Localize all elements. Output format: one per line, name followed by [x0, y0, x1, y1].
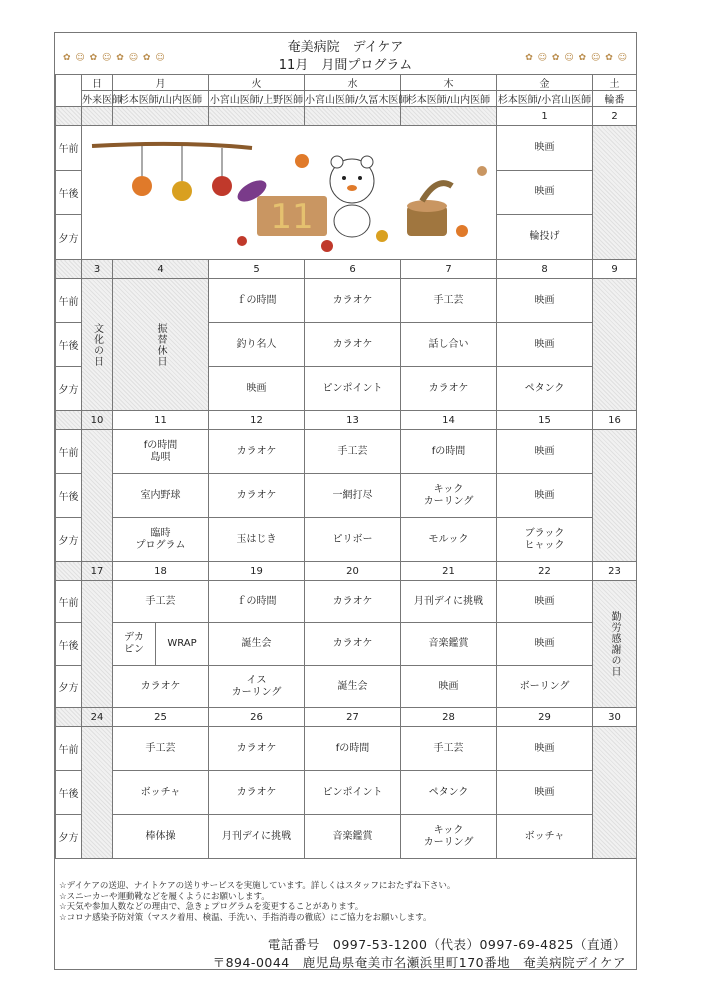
week2-date-row — [56, 260, 637, 279]
program-cell: イス カーリング — [209, 666, 305, 708]
date-cell: 5 — [209, 260, 305, 279]
program-cell: 映画 — [497, 581, 593, 623]
week4-morning-row — [56, 581, 637, 623]
blank-cell — [56, 260, 82, 279]
day-wed: 水 — [305, 75, 401, 91]
calendar-table — [55, 74, 637, 859]
slot-morning: 午前 — [56, 279, 82, 323]
week3-date-row — [56, 411, 637, 430]
program-cell: 映画 — [497, 727, 593, 771]
autumn-bear-illustration — [82, 126, 562, 256]
week1-morning-row — [56, 126, 637, 171]
date-cell: 14 — [401, 411, 497, 430]
corner-cell — [56, 75, 82, 107]
week5-date-row — [56, 708, 637, 727]
program-cell: 映画 — [497, 126, 593, 171]
week3-afternoon-row — [56, 474, 637, 518]
program-cell: ボッチャ — [113, 771, 209, 815]
date-cell: 11 — [113, 411, 209, 430]
autumn-illustration — [82, 126, 497, 260]
program-cell: 映画 — [497, 170, 593, 215]
date-cell: 15 — [497, 411, 593, 430]
date-cell: 22 — [497, 562, 593, 581]
program-cell: ピンポイント — [305, 771, 401, 815]
date-cell — [305, 107, 401, 126]
saturday-cell — [593, 279, 637, 411]
illustration-number: 11 — [270, 197, 314, 237]
program-item: デカ ピン — [113, 623, 156, 665]
slot-afternoon: 午後 — [56, 623, 82, 666]
day-tue: 火 — [209, 75, 305, 91]
date-cell: 29 — [497, 708, 593, 727]
phone-number: 電話番号 0997-53-1200（代表）0997-69-4825（直通） — [267, 937, 626, 952]
slot-evening: 夕方 — [56, 367, 82, 411]
day-mon: 月 — [113, 75, 209, 91]
program-cell: 臨時 プログラム — [113, 518, 209, 562]
sunday-cell — [82, 727, 113, 859]
date-cell — [82, 107, 113, 126]
date-cell: 9 — [593, 260, 637, 279]
program-cell: カラオケ — [305, 323, 401, 367]
program-cell: カラオケ — [113, 666, 209, 708]
note-line: ☆天気や参加人数などの理由で、急きょプログラムを変更することがあります。 — [59, 902, 364, 912]
saturday-cell — [593, 727, 637, 859]
day-fri: 金 — [497, 75, 593, 91]
day-sat: 土 — [593, 75, 637, 91]
doctor-mon: 杉本医師/山内医師 — [113, 91, 209, 107]
saturday-cell — [593, 430, 637, 562]
date-cell: 4 — [113, 260, 209, 279]
program-cell: 棒体操 — [113, 815, 209, 859]
program-cell: 映画 — [497, 279, 593, 323]
slot-evening: 夕方 — [56, 666, 82, 708]
slot-morning: 午前 — [56, 126, 82, 171]
date-cell: 13 — [305, 411, 401, 430]
program-cell: 映画 — [497, 430, 593, 474]
program-cell: 誕生会 — [209, 623, 305, 666]
day-name-row — [56, 75, 637, 91]
program-cell: 映画 — [209, 367, 305, 411]
program-cell: 映画 — [401, 666, 497, 708]
week1-date-row — [56, 107, 637, 126]
note-line: ☆デイケアの送迎、ナイトケアの送りサービスを実施しています。詳しくはスタッフにおたずね下さい。 — [59, 881, 456, 891]
date-cell: 12 — [209, 411, 305, 430]
date-cell: 25 — [113, 708, 209, 727]
date-cell: 30 — [593, 708, 637, 727]
slot-evening: 夕方 — [56, 815, 82, 859]
program-cell: 輪投げ — [497, 215, 593, 260]
program-cell: 誕生会 — [305, 666, 401, 708]
program-cell: 釣り名人 — [209, 323, 305, 367]
slot-evening: 夕方 — [56, 518, 82, 562]
program-cell: ペタンク — [497, 367, 593, 411]
week5-afternoon-row — [56, 771, 637, 815]
page-subtitle: 11月 月間プログラム — [278, 58, 413, 73]
program-cell: 手工芸 — [113, 581, 209, 623]
program-cell: 手工芸 — [305, 430, 401, 474]
date-cell — [401, 107, 497, 126]
program-cell: カラオケ — [209, 771, 305, 815]
date-cell: 17 — [82, 562, 113, 581]
date-cell: 10 — [82, 411, 113, 430]
week4-afternoon-row — [56, 623, 637, 666]
doctor-tue: 小宮山医師/上野医師 — [209, 91, 305, 107]
week4-evening-row — [56, 666, 637, 708]
date-cell: 26 — [209, 708, 305, 727]
date-cell: 1 — [497, 107, 593, 126]
date-cell — [209, 107, 305, 126]
date-cell: 23 — [593, 562, 637, 581]
slot-afternoon: 午後 — [56, 170, 82, 215]
program-cell: 玉はじき — [209, 518, 305, 562]
day-thu: 木 — [401, 75, 497, 91]
program-cell: ボーリング — [497, 666, 593, 708]
program-item: WRAP — [167, 638, 197, 649]
program-cell: カラオケ — [401, 367, 497, 411]
date-cell: 20 — [305, 562, 401, 581]
slot-afternoon: 午後 — [56, 474, 82, 518]
program-sheet — [54, 32, 637, 970]
week3-evening-row — [56, 518, 637, 562]
date-cell: 21 — [401, 562, 497, 581]
program-cell: ピリボー — [305, 518, 401, 562]
program-cell: モルック — [401, 518, 497, 562]
date-cell: 27 — [305, 708, 401, 727]
slot-morning: 午前 — [56, 581, 82, 623]
week5-evening-row — [56, 815, 637, 859]
note-line: ☆コロナ感染予防対策（マスク着用、検温、手洗い、手指消毒の徹底）にご協力をお願いします。 — [59, 912, 432, 923]
date-cell: 28 — [401, 708, 497, 727]
kids-decoration-right: ✿ ☺ ✿ ☺ ✿ ☺ ✿ ☺ — [525, 53, 628, 63]
slot-afternoon: 午後 — [56, 323, 82, 367]
date-cell: 19 — [209, 562, 305, 581]
week4-date-row — [56, 562, 637, 581]
program-cell: 手工芸 — [401, 727, 497, 771]
program-cell: 映画 — [497, 474, 593, 518]
program-cell: 話し合い — [401, 323, 497, 367]
program-cell: 手工芸 — [401, 279, 497, 323]
date-cell: 3 — [82, 260, 113, 279]
blank-cell — [56, 107, 82, 126]
blank-cell — [56, 562, 82, 581]
program-cell: カラオケ — [305, 279, 401, 323]
program-cell: カラオケ — [209, 474, 305, 518]
slot-afternoon: 午後 — [56, 771, 82, 815]
date-cell: 8 — [497, 260, 593, 279]
slot-evening: 夕方 — [56, 215, 82, 260]
program-cell: ペタンク — [401, 771, 497, 815]
doctor-thu: 杉本医師/山内医師 — [401, 91, 497, 107]
program-cell: カラオケ — [305, 581, 401, 623]
program-cell: 手工芸 — [113, 727, 209, 771]
program-cell: 月刊デイに挑戦 — [209, 815, 305, 859]
program-cell: カラオケ — [209, 727, 305, 771]
header — [55, 33, 636, 73]
date-cell: 16 — [593, 411, 637, 430]
program-cell: fの時間 島唄 — [113, 430, 209, 474]
holiday-cell — [82, 279, 113, 411]
page-title: 奄美病院 デイケア — [287, 40, 404, 55]
program-cell: キック カーリング — [401, 815, 497, 859]
program-cell: カラオケ — [305, 623, 401, 666]
program-cell: fの時間 — [305, 727, 401, 771]
doctor-sun: 外来医師 — [82, 91, 113, 107]
program-cell: 映画 — [497, 623, 593, 666]
date-cell: 2 — [593, 107, 637, 126]
program-cell: カラオケ — [209, 430, 305, 474]
program-cell: キック カーリング — [401, 474, 497, 518]
program-cell: fの時間 — [401, 430, 497, 474]
blank-cell — [56, 708, 82, 727]
holiday-cell — [593, 581, 637, 708]
kids-decoration-left: ✿ ☺ ✿ ☺ ✿ ☺ ✿ ☺ — [63, 53, 166, 63]
address: 〒894-0044 鹿児島県奄美市名瀬浜里町170番地 奄美病院デイケア — [212, 955, 626, 970]
sunday-cell — [82, 581, 113, 708]
date-cell: 6 — [305, 260, 401, 279]
doctor-wed: 小宮山医師/久冨木医師 — [305, 91, 401, 107]
holiday-note: 振替休日 — [155, 322, 166, 367]
holiday-note: 勤労感謝の日 — [609, 611, 620, 677]
week2-morning-row — [56, 279, 637, 323]
program-cell: ボッチャ — [497, 815, 593, 859]
day-sun: 日 — [82, 75, 113, 91]
program-cell: 音楽鑑賞 — [401, 623, 497, 666]
date-cell — [113, 107, 209, 126]
doctor-row — [56, 91, 637, 107]
holiday-note: 文化の日 — [91, 322, 103, 367]
program-cell: 映画 — [497, 771, 593, 815]
note-line: ☆スニーカーや運動靴などを履くようにお願いします。 — [59, 891, 270, 902]
program-cell: 室内野球 — [113, 474, 209, 518]
program-cell: 映画 — [497, 323, 593, 367]
notes-section — [59, 881, 634, 923]
program-cell: ｆの時間 — [209, 581, 305, 623]
week3-morning-row — [56, 430, 637, 474]
date-cell: 18 — [113, 562, 209, 581]
program-cell: ｆの時間 — [209, 279, 305, 323]
split-program-cell — [113, 623, 209, 666]
date-cell: 7 — [401, 260, 497, 279]
sunday-cell — [82, 430, 113, 562]
program-cell: 月刊デイに挑戦 — [401, 581, 497, 623]
holiday-cell — [113, 279, 209, 411]
program-cell: ブラック ヒャック — [497, 518, 593, 562]
doctor-fri: 杉本医師/小宮山医師 — [497, 91, 593, 107]
program-cell: 一網打尽 — [305, 474, 401, 518]
blank-cell — [56, 411, 82, 430]
slot-morning: 午前 — [56, 430, 82, 474]
saturday-cell — [593, 126, 637, 260]
program-cell: 音楽鑑賞 — [305, 815, 401, 859]
doctor-sat: 輪番 — [593, 91, 637, 107]
week5-morning-row — [56, 727, 637, 771]
slot-morning: 午前 — [56, 727, 82, 771]
program-cell: ピンポイント — [305, 367, 401, 411]
date-cell: 24 — [82, 708, 113, 727]
